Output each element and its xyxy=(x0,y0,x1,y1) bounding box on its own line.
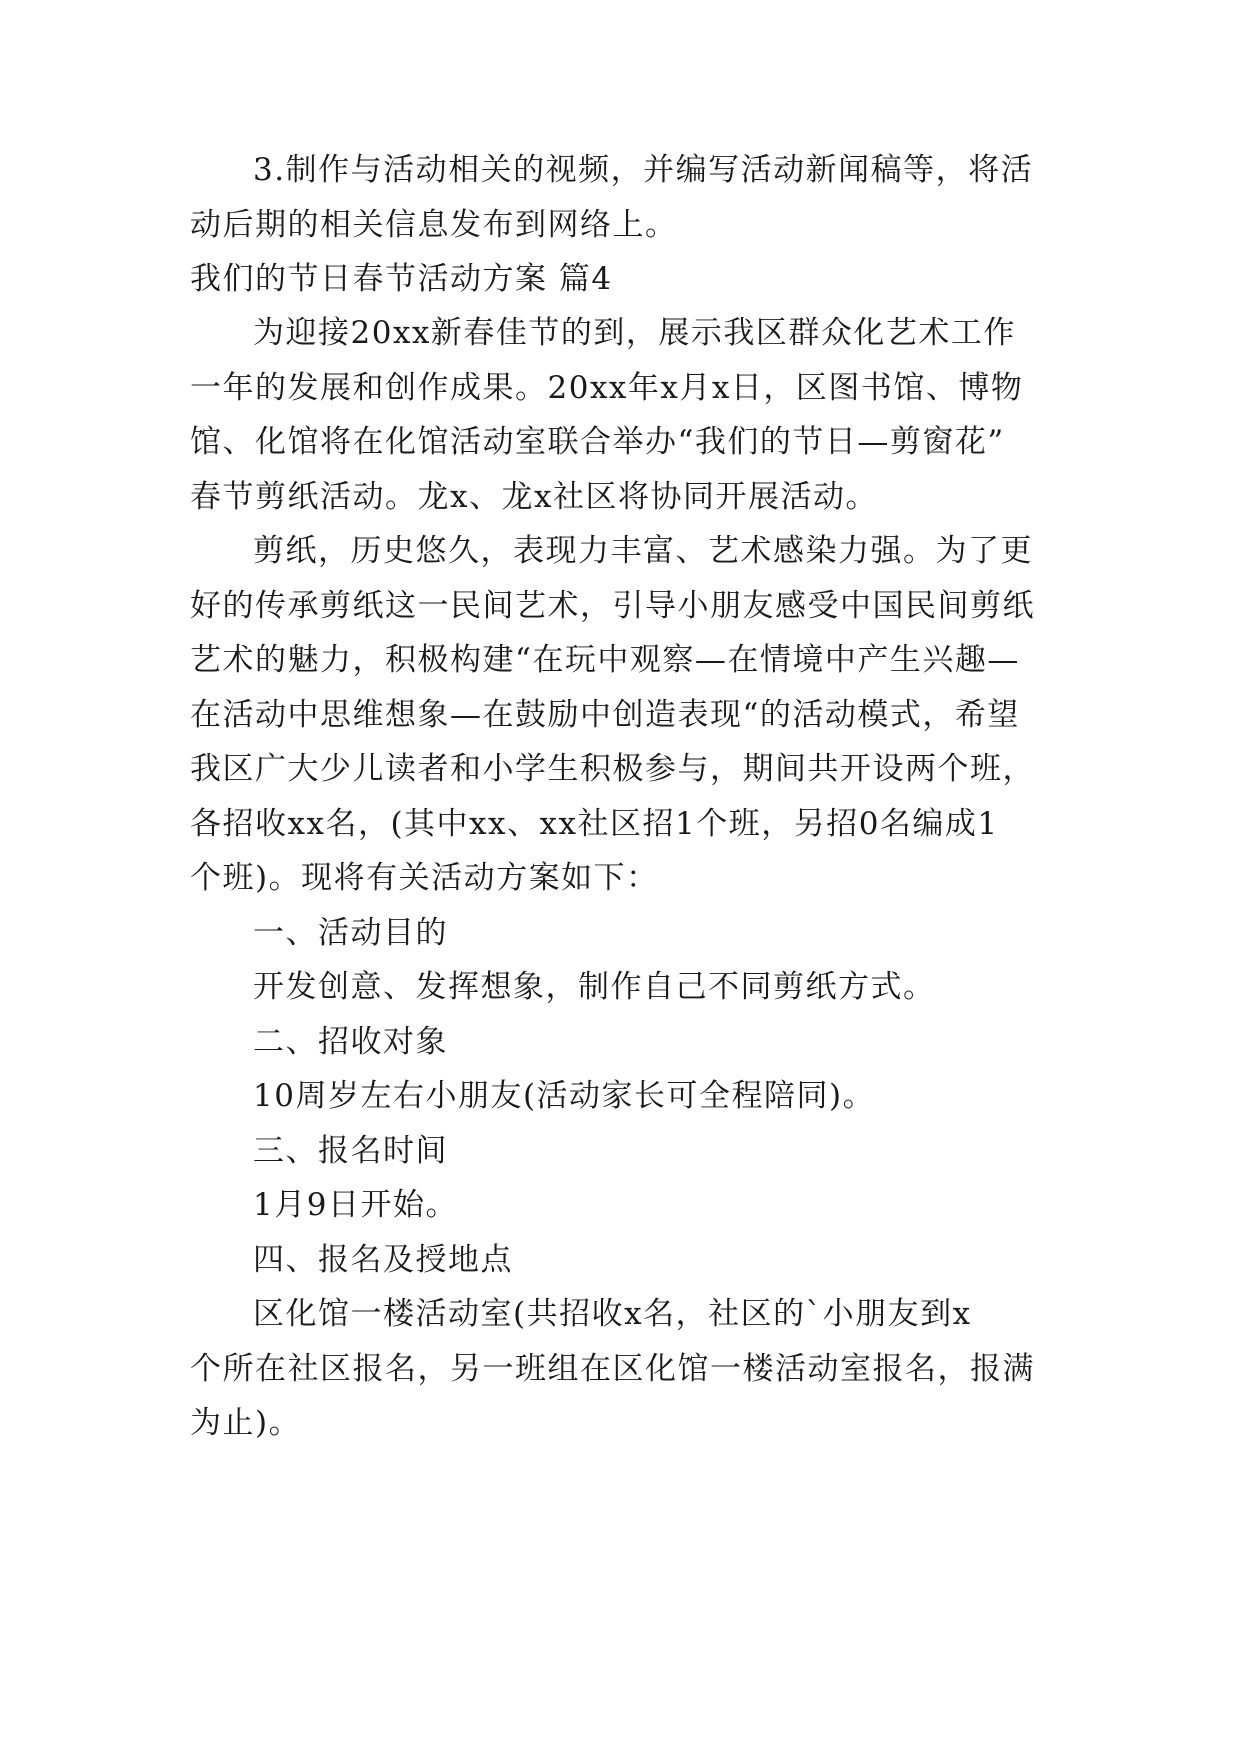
paragraph-line: 一年的发展和创作成果。20xx年x月x日，区图书馆、博物 xyxy=(190,370,1024,406)
section-heading: 二、招收对象 xyxy=(253,1024,448,1060)
section-heading: 四、报名及授地点 xyxy=(253,1242,513,1278)
paragraph-line: 3.制作与活动相关的视频，并编写活动新闻稿等，将活 xyxy=(253,152,1034,188)
paragraph-line: 区化馆一楼活动室(共招收x名，社区的`小朋友到x xyxy=(253,1296,972,1332)
section-heading: 一、活动目的 xyxy=(253,915,448,951)
paragraph-line: 动后期的相关信息发布到网络上。 xyxy=(190,207,678,243)
paragraph-line: 我区广大少儿读者和小学生积极参与，期间共开设两个班， xyxy=(190,751,1035,787)
paragraph-line: 1月9日开始。 xyxy=(253,1187,458,1223)
paragraph-line: 为迎接20xx新春佳节的到，展示我区群众化艺术工作 xyxy=(253,315,1016,351)
paragraph-line: 馆、化馆将在化馆活动室联合举办“我们的节日—剪窗花” xyxy=(190,424,1005,460)
paragraph-line: 好的传承剪纸这一民间艺术，引导小朋友感受中国民间剪纸 xyxy=(190,588,1035,624)
paragraph-line: 10周岁左右小朋友(活动家长可全程陪同)。 xyxy=(253,1078,876,1114)
paragraph-line: 在活动中思维想象—在鼓励中创造表现“的活动模式，希望 xyxy=(190,697,1020,733)
paragraph-line: 为止)。 xyxy=(190,1405,302,1441)
paragraph-line: 艺术的魅力，积极构建“在玩中观察—在情境中产生兴趣— xyxy=(190,642,1020,678)
section-heading: 三、报名时间 xyxy=(253,1133,448,1169)
paragraph-line: 个班)。现将有关活动方案如下： xyxy=(190,860,659,896)
paragraph-line: 各招收xx名，(其中xx、xx社区招1个班，另招0名编成1 xyxy=(190,806,999,842)
section-title: 我们的节日春节活动方案 篇4 xyxy=(190,261,613,297)
paragraph-line: 春节剪纸活动。龙x、龙x社区将协同开展活动。 xyxy=(190,479,878,515)
paragraph-line: 个所在社区报名，另一班组在区化馆一楼活动室报名，报满 xyxy=(190,1351,1035,1387)
paragraph-line: 剪纸，历史悠久，表现力丰富、艺术感染力强。为了更 xyxy=(253,533,1033,569)
paragraph-line: 开发创意、发挥想象，制作自己不同剪纸方式。 xyxy=(253,969,936,1005)
